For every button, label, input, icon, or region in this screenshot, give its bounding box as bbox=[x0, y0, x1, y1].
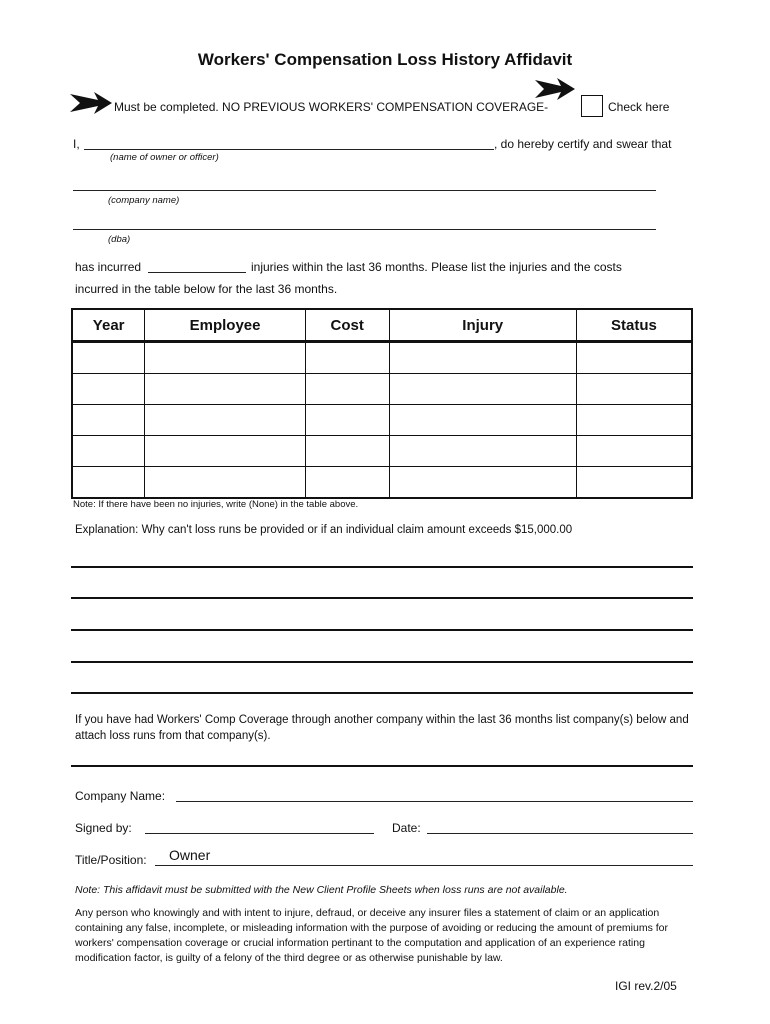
table-row bbox=[72, 436, 692, 467]
table-cell[interactable] bbox=[305, 436, 389, 467]
injuries-suffix: injuries within the last 36 months. Please list the injuries and the costs bbox=[251, 260, 622, 274]
table-cell[interactable] bbox=[72, 436, 145, 467]
table-cell[interactable] bbox=[389, 467, 576, 499]
explanation-line[interactable] bbox=[71, 692, 693, 694]
table-row bbox=[72, 374, 692, 405]
table-header-row bbox=[72, 309, 692, 342]
certify-prefix: I, bbox=[73, 137, 80, 151]
table-cell[interactable] bbox=[145, 436, 306, 467]
table-cell[interactable] bbox=[305, 374, 389, 405]
other-company-text: If you have had Workers' Comp Coverage through another company within the last 36 months list company(s) below and attach loss runs from that company(s). bbox=[75, 714, 689, 742]
explanation-line[interactable] bbox=[71, 661, 693, 663]
explanation-row bbox=[75, 522, 572, 536]
table-cell[interactable] bbox=[389, 374, 576, 405]
dba-hint: (dba) bbox=[108, 234, 131, 245]
explanation-label: Explanation: bbox=[75, 524, 139, 536]
explanation-text: Why can't loss runs be provided or if an individual claim amount exceeds $15,000.00 bbox=[141, 524, 573, 536]
injuries-prefix: has incurred bbox=[75, 260, 142, 274]
company-name-label: Company Name: bbox=[75, 789, 166, 803]
revision-label: IGI rev.2/05 bbox=[615, 979, 677, 993]
table-cell[interactable] bbox=[72, 405, 145, 436]
fraud-warning: Any person who knowingly and with intent to injure, defraud, or deceive any insurer files a statement of claim or an application containing any false, incomplete, or misleading information with the purpose of avoiding or reducing the amount of premiums for workers' compensation coverage or crucial information pertinant to the computation and application of an experience rating modification factor, is guilty of a felony of the third degree or as otherwise punishable by law. bbox=[75, 907, 668, 964]
other-company-line[interactable] bbox=[71, 765, 693, 767]
loss-history-table bbox=[71, 308, 693, 499]
table-cell[interactable] bbox=[145, 467, 306, 499]
no-coverage-checkbox[interactable] bbox=[581, 95, 603, 117]
table-cell[interactable] bbox=[145, 374, 306, 405]
table-cell[interactable] bbox=[576, 467, 692, 499]
company-name-field[interactable] bbox=[73, 190, 656, 191]
table-cell[interactable] bbox=[145, 342, 306, 374]
table-note: Note: If there have been no injuries, write (None) in the table above. bbox=[73, 499, 359, 510]
company-name-hint: (company name) bbox=[108, 195, 180, 206]
certify-suffix: , do hereby certify and swear that bbox=[494, 137, 672, 151]
header-employee: Employee bbox=[145, 309, 306, 342]
table-row bbox=[72, 342, 692, 374]
date-label: Date: bbox=[392, 821, 421, 835]
signed-by-label: Signed by: bbox=[75, 821, 132, 835]
other-company-name-field[interactable] bbox=[176, 801, 693, 802]
header-status: Status bbox=[576, 309, 692, 342]
injuries-line2: incurred in the table below for the last 36 months. bbox=[75, 282, 338, 296]
table-cell[interactable] bbox=[305, 467, 389, 499]
submission-note: Note: This affidavit must be submitted with the New Client Profile Sheets when loss runs are not available. bbox=[75, 884, 568, 896]
title-position-value: Owner bbox=[169, 847, 211, 863]
header-cost: Cost bbox=[305, 309, 389, 342]
table-cell[interactable] bbox=[389, 436, 576, 467]
explanation-line[interactable] bbox=[71, 566, 693, 568]
table-row bbox=[72, 405, 692, 436]
table-row bbox=[72, 467, 692, 499]
arrow-pointer-icon bbox=[535, 78, 575, 100]
title-position-field[interactable] bbox=[155, 865, 693, 866]
injury-count-field[interactable] bbox=[148, 272, 246, 273]
dba-field[interactable] bbox=[73, 229, 656, 230]
table-cell[interactable] bbox=[576, 374, 692, 405]
table-cell[interactable] bbox=[389, 342, 576, 374]
table-cell[interactable] bbox=[389, 405, 576, 436]
title-position-label: Title/Position: bbox=[75, 853, 147, 867]
table-cell[interactable] bbox=[576, 342, 692, 374]
table-cell[interactable] bbox=[576, 436, 692, 467]
must-complete-text: Must be completed. NO PREVIOUS WORKERS' COMPENSATION COVERAGE- bbox=[114, 100, 549, 114]
table-cell[interactable] bbox=[72, 467, 145, 499]
explanation-line[interactable] bbox=[71, 629, 693, 631]
header-year: Year bbox=[72, 309, 145, 342]
arrow-pointer-icon bbox=[70, 92, 112, 114]
owner-name-hint: (name of owner or officer) bbox=[110, 152, 219, 163]
table-cell[interactable] bbox=[305, 405, 389, 436]
table-cell[interactable] bbox=[576, 405, 692, 436]
date-field[interactable] bbox=[427, 833, 693, 834]
explanation-line[interactable] bbox=[71, 597, 693, 599]
table-cell[interactable] bbox=[72, 342, 145, 374]
page-title: Workers' Compensation Loss History Affidavit bbox=[197, 50, 573, 69]
header-injury: Injury bbox=[389, 309, 576, 342]
table-cell[interactable] bbox=[145, 405, 306, 436]
signature-field[interactable] bbox=[145, 833, 374, 834]
table-cell[interactable] bbox=[305, 342, 389, 374]
check-here-label: Check here bbox=[608, 100, 670, 114]
table-cell[interactable] bbox=[72, 374, 145, 405]
owner-name-field[interactable] bbox=[84, 149, 494, 150]
